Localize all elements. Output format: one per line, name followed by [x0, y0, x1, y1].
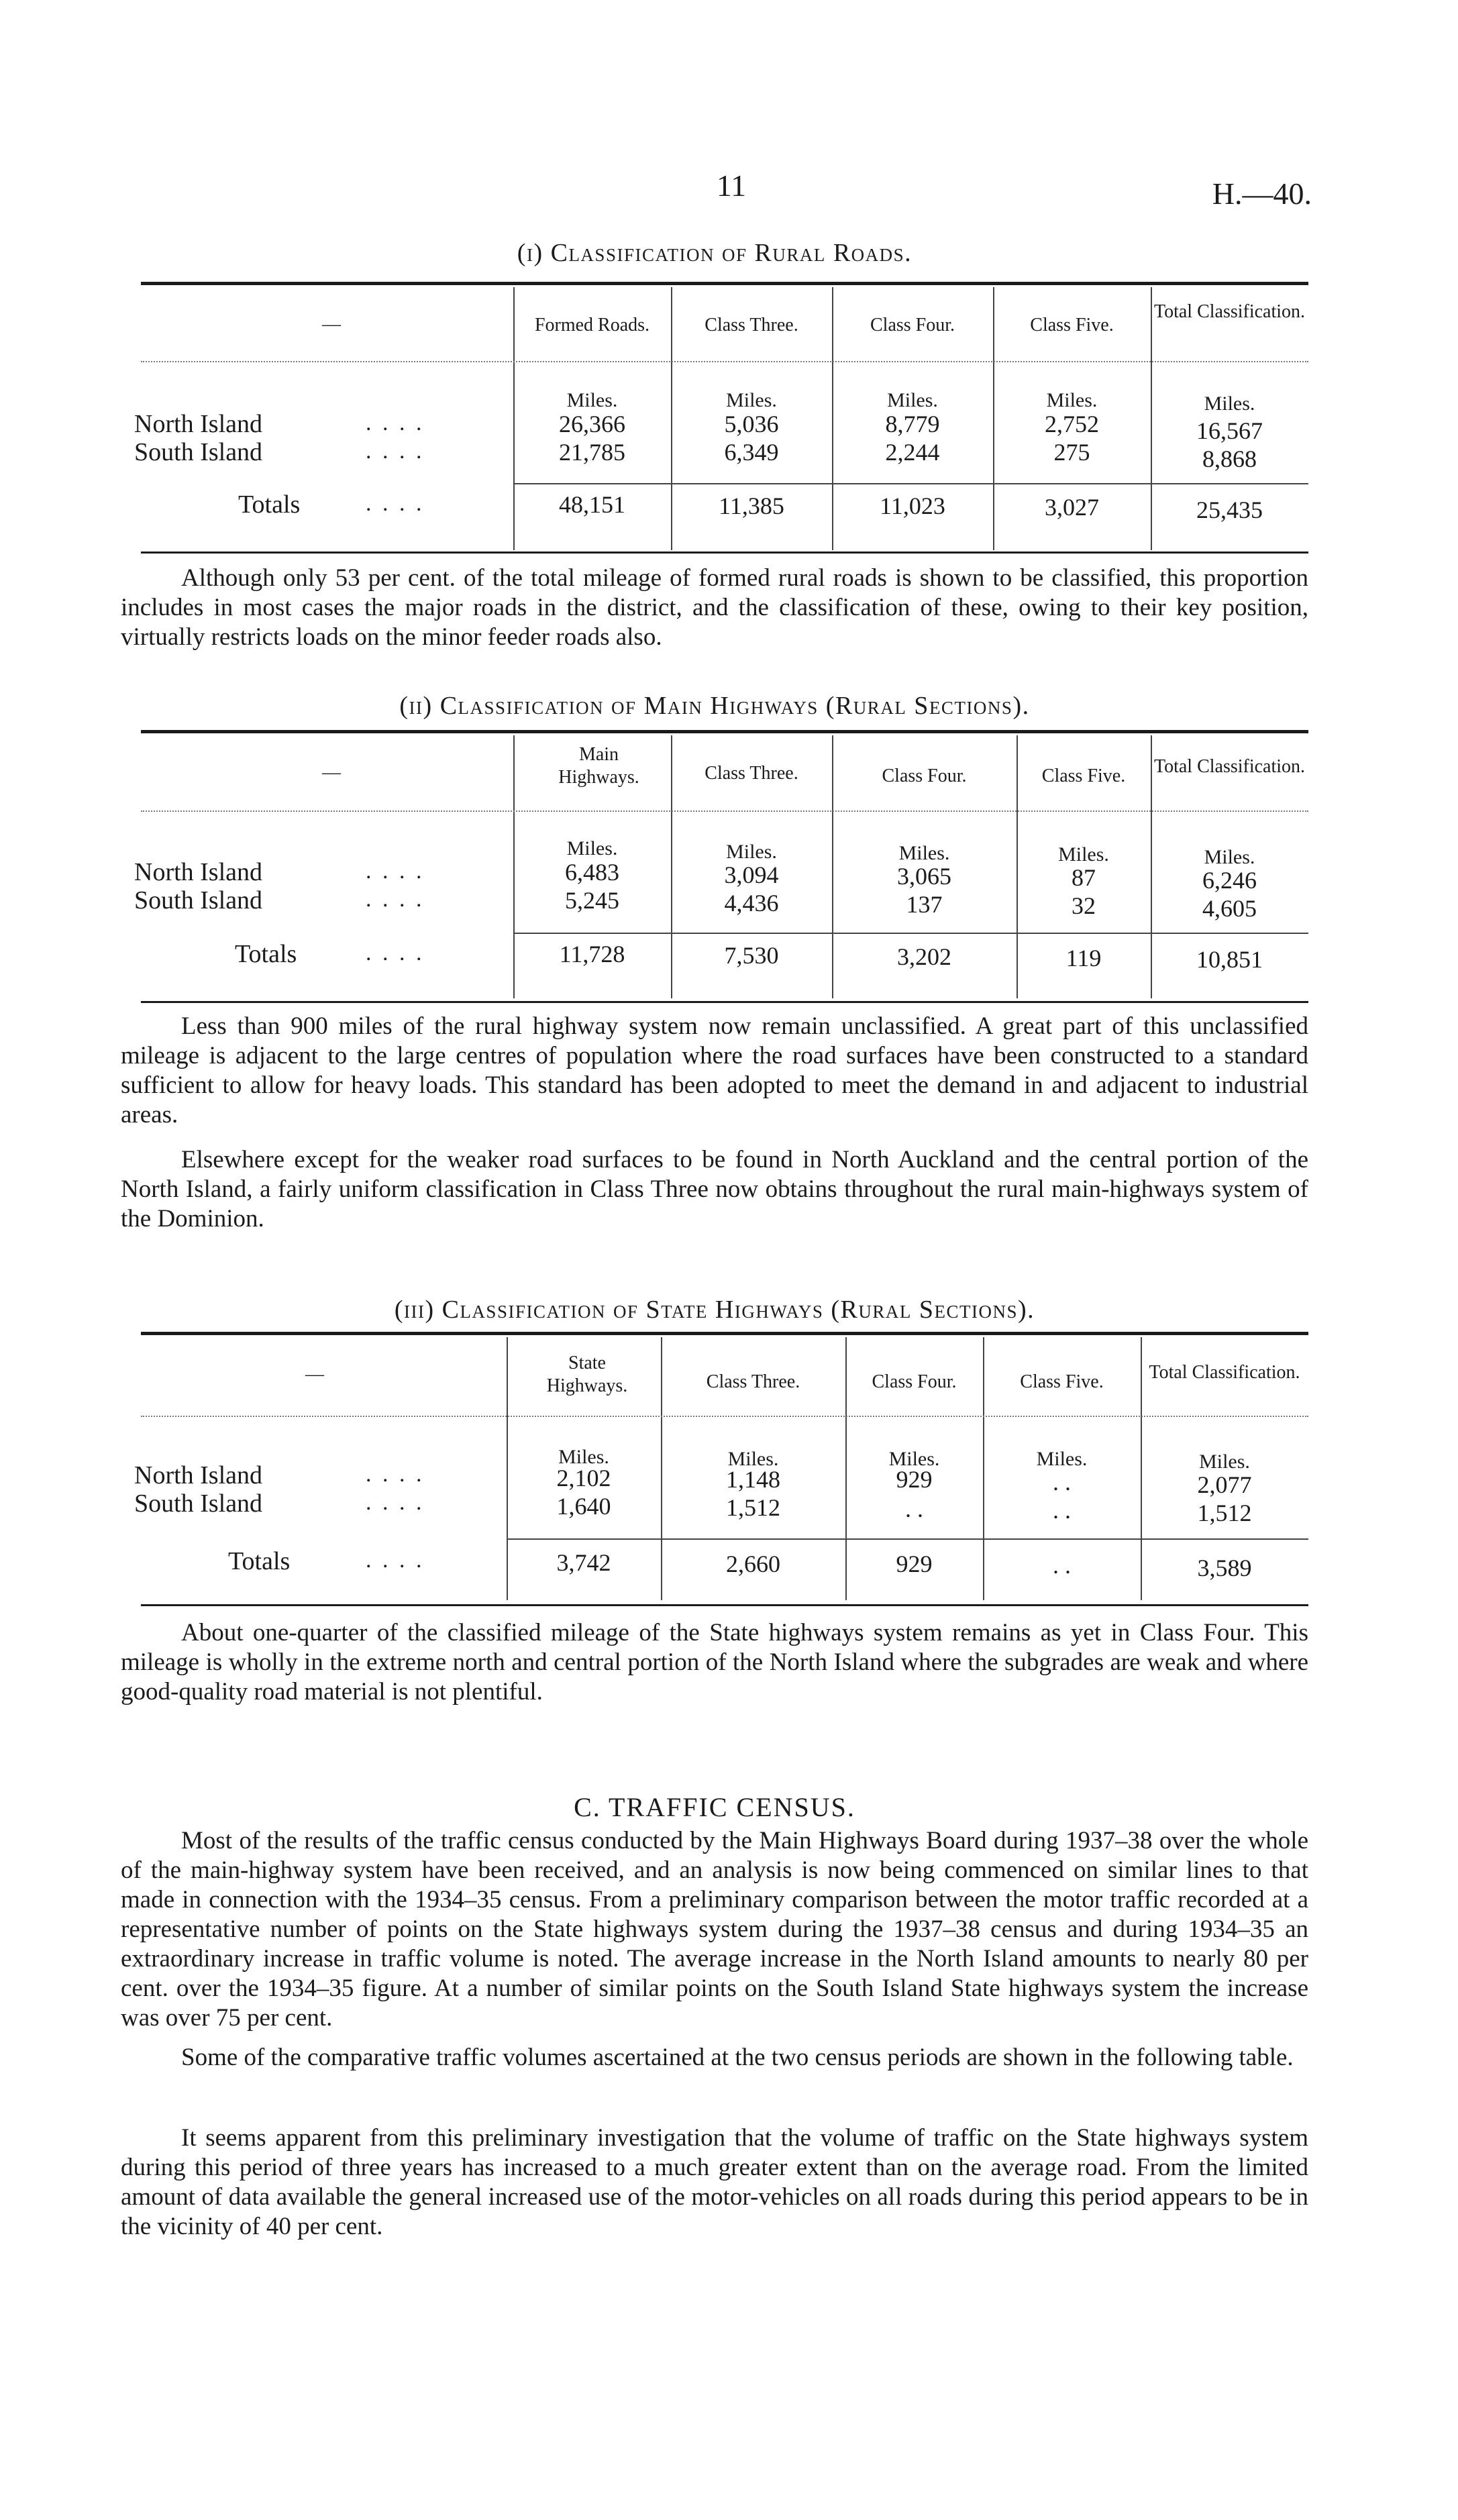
- cell: 1,512: [726, 1494, 780, 1521]
- row-label-totals: Totals: [235, 940, 297, 968]
- table1: [134, 282, 1308, 557]
- total-rule: [507, 1538, 1308, 1540]
- cell: 2,102: [556, 1465, 611, 1491]
- header-class-three: Class Three.: [705, 315, 798, 335]
- unit-label: Miles.: [558, 1446, 609, 1468]
- cell: 5,036: [724, 411, 779, 437]
- leader-dots: . . . .: [366, 491, 425, 516]
- cell: 4,605: [1202, 895, 1257, 922]
- header-rule: [141, 810, 1308, 812]
- cell: 2,752: [1045, 411, 1099, 437]
- header-class-four: Class Four.: [882, 766, 967, 786]
- cell: 2,077: [1197, 1471, 1252, 1498]
- header-class-three: Class Three.: [705, 763, 798, 784]
- row-label-totals: Totals: [238, 490, 301, 519]
- table-top-rule: [141, 730, 1308, 733]
- unit-label: Miles.: [898, 842, 950, 864]
- cell: 32: [1072, 892, 1096, 919]
- total-cell: 10,851: [1196, 946, 1263, 973]
- total-rule: [513, 933, 1308, 934]
- cell: 3,094: [724, 861, 779, 888]
- header-class-four: Class Four.: [872, 1371, 957, 1392]
- cell: 4,436: [724, 890, 779, 916]
- unit-label: Miles.: [1204, 846, 1255, 868]
- table-top-rule: [141, 282, 1308, 285]
- header-total-classification: Total Classification.: [1153, 756, 1306, 777]
- total-cell: . .: [1053, 1552, 1071, 1579]
- section-heading: C. TRAFFIC CENSUS.: [574, 1792, 855, 1822]
- paragraph: Less than 900 miles of the rural highway system now remain unclassified. A great part of this unclassified mileage is adjacent to the large centres of population where the road surfaces have been constructed to a standard sufficient to allow for heavy loads. This standard has been adopted to meet the demand in and adjacent to industrial areas.: [121, 1012, 1308, 1128]
- cell: 1,640: [556, 1493, 611, 1520]
- header-total-classification: Total Classification.: [1153, 301, 1306, 322]
- header-class-five: Class Five.: [1020, 1371, 1104, 1392]
- paragraph: Most of the results of the traffic census conducted by the Main Highways Board during 1937–38 over the whole of the main-highway system have been received, and an analysis is now being commenced on similar lines to that made in connection with the 1934–35 census. From a preliminary comparison between the motor traffic recorded at a representative number of points on the State highways system during the 1937–38 census and during 1934–35 an extraordinary increase in traffic volume is noted. The average increase in the North Island amounts to nearly 80 per cent. over the 1934–35 figure. At a number of similar points on the South Island State highways system the increase was over 75 per cent.: [121, 1827, 1308, 2032]
- total-cell: 3,742: [556, 1549, 611, 1576]
- leader-dots: . . . .: [366, 859, 425, 884]
- total-rule: [513, 483, 1308, 484]
- table3-caption: (iii) Classification of State Highways (Rural Sections).: [394, 1296, 1035, 1324]
- leader-dots: . . . .: [366, 411, 425, 435]
- cell: . .: [1053, 1497, 1071, 1524]
- header-class-four: Class Four.: [870, 315, 955, 335]
- total-cell: 11,728: [559, 941, 625, 967]
- total-cell: 11,385: [719, 492, 784, 519]
- cell: 26,366: [559, 411, 625, 437]
- total-cell: 11,023: [880, 492, 945, 519]
- row-label-totals: Totals: [228, 1547, 291, 1575]
- total-cell: 929: [896, 1551, 933, 1577]
- header-main-highways: Main Highways.: [558, 744, 639, 788]
- cell: 6,246: [1202, 867, 1257, 894]
- header-total-classification: Total Classification.: [1149, 1362, 1300, 1383]
- cell: . .: [905, 1495, 923, 1522]
- page-number: 11: [716, 168, 747, 203]
- cell: 137: [906, 891, 943, 918]
- cell: 1,148: [726, 1466, 780, 1493]
- total-cell: 119: [1065, 945, 1102, 972]
- header-dash: —: [305, 1364, 324, 1385]
- table1-caption: (i) Classification of Rural Roads.: [517, 239, 913, 267]
- total-cell: 7,530: [724, 942, 779, 969]
- total-cell: 48,151: [559, 491, 625, 518]
- row-label-south-island: South Island: [134, 886, 263, 914]
- cell: 3,065: [897, 863, 951, 890]
- total-cell: 3,202: [897, 943, 951, 970]
- paragraph: Elsewhere except for the weaker road surfaces to be found in North Auckland and the central portion of the North Island, a fairly uniform classification in Class Three now obtains throughout the rural main-highways system of the Dominion.: [121, 1146, 1308, 1232]
- cell: 6,483: [565, 859, 619, 886]
- unit-label: Miles.: [566, 389, 618, 411]
- total-cell: 3,027: [1045, 494, 1099, 521]
- unit-label: Miles.: [726, 389, 777, 411]
- unit-label: Miles.: [566, 837, 618, 859]
- unit-label: Miles.: [727, 1448, 779, 1470]
- table-top-rule: [141, 1332, 1308, 1335]
- cell: . .: [1053, 1469, 1071, 1495]
- total-cell: 25,435: [1196, 496, 1263, 523]
- header-dash: —: [322, 314, 341, 335]
- leader-dots: . . . .: [366, 1462, 425, 1487]
- header-rule: [141, 1416, 1308, 1417]
- paragraph: Some of the comparative traffic volumes ascertained at the two census periods are shown in the following table.: [181, 2044, 1294, 2071]
- table-bottom-rule: [141, 1604, 1308, 1606]
- header-rule: [141, 361, 1308, 362]
- unit-label: Miles.: [1058, 843, 1109, 865]
- leader-dots: . . . .: [366, 941, 425, 965]
- row-label-south-island: South Island: [134, 1489, 263, 1518]
- cell: 8,779: [885, 411, 940, 437]
- unit-label: Miles.: [888, 1448, 940, 1470]
- total-cell: 2,660: [726, 1551, 780, 1577]
- table2-caption: (ii) Classification of Main Highways (Rural Sections).: [399, 692, 1030, 720]
- unit-label: Miles.: [1199, 1451, 1250, 1473]
- row-label-north-island: North Island: [134, 858, 263, 886]
- cell: 87: [1072, 864, 1096, 891]
- header-state-highways: State Highways.: [546, 1353, 628, 1396]
- cell: 8,868: [1202, 445, 1257, 472]
- table-bottom-rule: [141, 1001, 1308, 1003]
- unit-label: Miles.: [1036, 1448, 1088, 1470]
- header-formed-roads: Formed Roads.: [534, 315, 650, 335]
- total-cell: 3,589: [1197, 1555, 1252, 1581]
- cell: 929: [896, 1466, 933, 1493]
- cell: 1,512: [1197, 1500, 1252, 1526]
- header-class-three: Class Three.: [706, 1371, 800, 1392]
- cell: 5,245: [565, 887, 619, 914]
- document-reference: H.—40.: [1212, 176, 1312, 211]
- leader-dots: . . . .: [366, 1548, 425, 1573]
- cell: 2,244: [885, 439, 940, 466]
- table-bottom-rule: [141, 552, 1308, 554]
- row-label-north-island: North Island: [134, 1461, 263, 1489]
- table2: [134, 730, 1308, 1005]
- cell: 275: [1053, 439, 1090, 466]
- leader-dots: . . . .: [366, 1490, 425, 1515]
- paragraph: Although only 53 per cent. of the total mileage of formed rural roads is shown to be classified, this proportion includes in most cases the major roads in the district, and the classification of these, owing to their key position, virtually restricts loads on the minor feeder roads also.: [121, 564, 1308, 651]
- cell: 21,785: [559, 439, 625, 466]
- header-class-five: Class Five.: [1041, 766, 1126, 786]
- paragraph: It seems apparent from this preliminary investigation that the volume of traffic on the State highways system during this period of three years has increased to a much greater extent than on the average road. From the limited amount of data available the general increased use of the motor-vehicles on all roads during this period appears to be in the vicinity of 40 per cent.: [121, 2124, 1308, 2240]
- header-dash: —: [322, 762, 341, 783]
- row-label-south-island: South Island: [134, 438, 263, 466]
- unit-label: Miles.: [887, 389, 938, 411]
- row-label-north-island: North Island: [134, 410, 263, 438]
- cell: 16,567: [1196, 417, 1263, 444]
- table3: [134, 1332, 1308, 1607]
- leader-dots: . . . .: [366, 439, 425, 464]
- header-class-five: Class Five.: [1030, 315, 1114, 335]
- cell: 6,349: [724, 439, 779, 466]
- unit-label: Miles.: [1204, 392, 1255, 415]
- leader-dots: . . . .: [366, 887, 425, 912]
- paragraph: About one-quarter of the classified mileage of the State highways system remains as yet in Class Four. This mileage is wholly in the extreme north and central portion of the North Island where the subgrades are weak and where good-quality road material is not plentiful.: [121, 1619, 1308, 1705]
- unit-label: Miles.: [726, 841, 777, 863]
- unit-label: Miles.: [1046, 389, 1098, 411]
